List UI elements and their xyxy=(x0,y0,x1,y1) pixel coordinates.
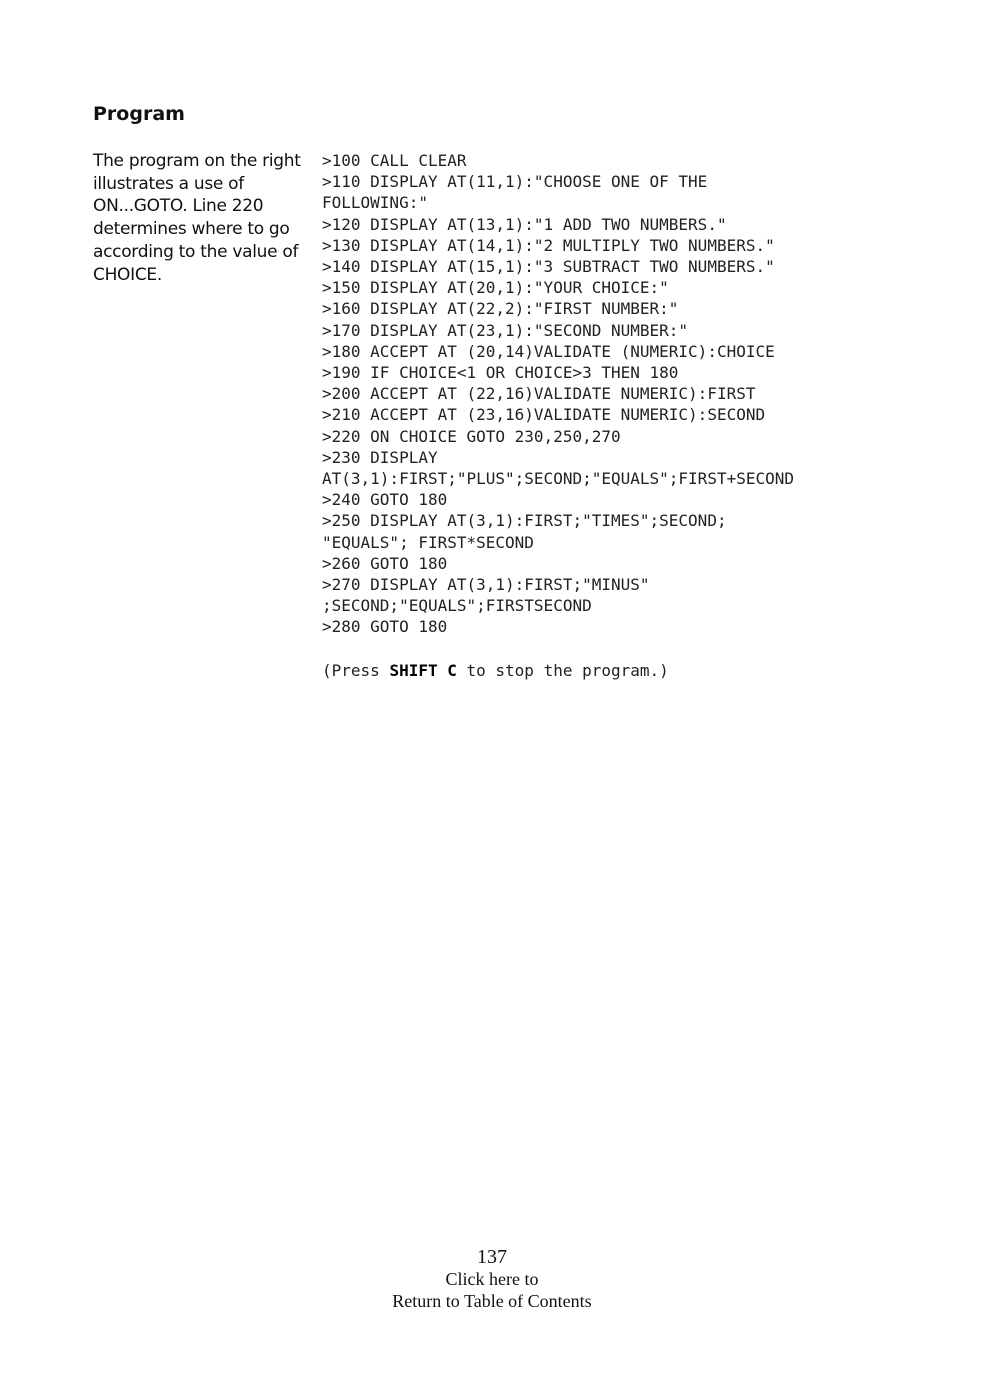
code-line: >280 GOTO 180 xyxy=(322,617,448,637)
code-line: >150 DISPLAY AT(20,1):"YOUR CHOICE:" xyxy=(322,278,669,298)
code-line: >230 DISPLAY xyxy=(322,447,438,467)
code-line: "EQUALS"; FIRST*SECOND xyxy=(322,532,534,552)
code-line: >240 GOTO 180 xyxy=(322,490,448,510)
code-line: >120 DISPLAY AT(13,1):"1 ADD TWO NUMBERS." xyxy=(322,214,727,234)
program-listing xyxy=(322,150,794,638)
code-line: >270 DISPLAY AT(3,1):FIRST;"MINUS" xyxy=(322,575,650,595)
table-of-contents-link[interactable] xyxy=(392,1268,591,1312)
code-line: AT(3,1):FIRST;"PLUS";SECOND;"EQUALS";FIRST+SECOND xyxy=(322,469,795,489)
toc-link-line1: Click here to xyxy=(445,1269,539,1289)
code-line: >170 DISPLAY AT(23,1):"SECOND NUMBER:" xyxy=(322,320,689,340)
toc-link-line2: Return to Table of Contents xyxy=(392,1291,592,1311)
page-number: 137 xyxy=(477,1246,507,1268)
note-prefix: (Press xyxy=(322,661,390,680)
code-line: >100 CALL CLEAR xyxy=(322,151,467,170)
code-line: >160 DISPLAY AT(22,2):"FIRST NUMBER:" xyxy=(322,299,679,319)
note-suffix: to stop the program.) xyxy=(456,661,669,680)
code-line: >140 DISPLAY AT(15,1):"3 SUBTRACT TWO NUMBERS." xyxy=(322,257,775,277)
code-line: FOLLOWING:" xyxy=(322,193,428,213)
page-footer xyxy=(0,1246,984,1312)
code-line: >260 GOTO 180 xyxy=(322,553,448,573)
code-line: >210 ACCEPT AT (23,16)VALIDATE NUMERIC):SECOND xyxy=(322,405,766,425)
code-line: >110 DISPLAY AT(11,1):"CHOOSE ONE OF THE xyxy=(322,172,708,192)
shift-c-key: SHIFT C xyxy=(389,661,457,680)
program-description: The program on the right illustrates a use of ON...GOTO. Line 220 determines where to go according to the value of CHOICE. xyxy=(93,151,301,285)
code-line: >130 DISPLAY AT(14,1):"2 MULTIPLY TWO NUMBERS." xyxy=(322,235,775,255)
code-line: >200 ACCEPT AT (22,16)VALIDATE NUMERIC):FIRST xyxy=(322,384,756,404)
code-line: >190 IF CHOICE<1 OR CHOICE>3 THEN 180 xyxy=(322,363,679,383)
stop-program-note xyxy=(322,661,669,680)
code-line: ;SECOND;"EQUALS";FIRSTSECOND xyxy=(322,596,592,616)
code-line: >180 ACCEPT AT (20,14)VALIDATE (NUMERIC):CHOICE xyxy=(322,341,775,361)
code-line: >250 DISPLAY AT(3,1):FIRST;"TIMES";SECOND; xyxy=(322,511,727,531)
section-heading: Program xyxy=(93,103,185,125)
code-line: >220 ON CHOICE GOTO 230,250,270 xyxy=(322,426,621,446)
